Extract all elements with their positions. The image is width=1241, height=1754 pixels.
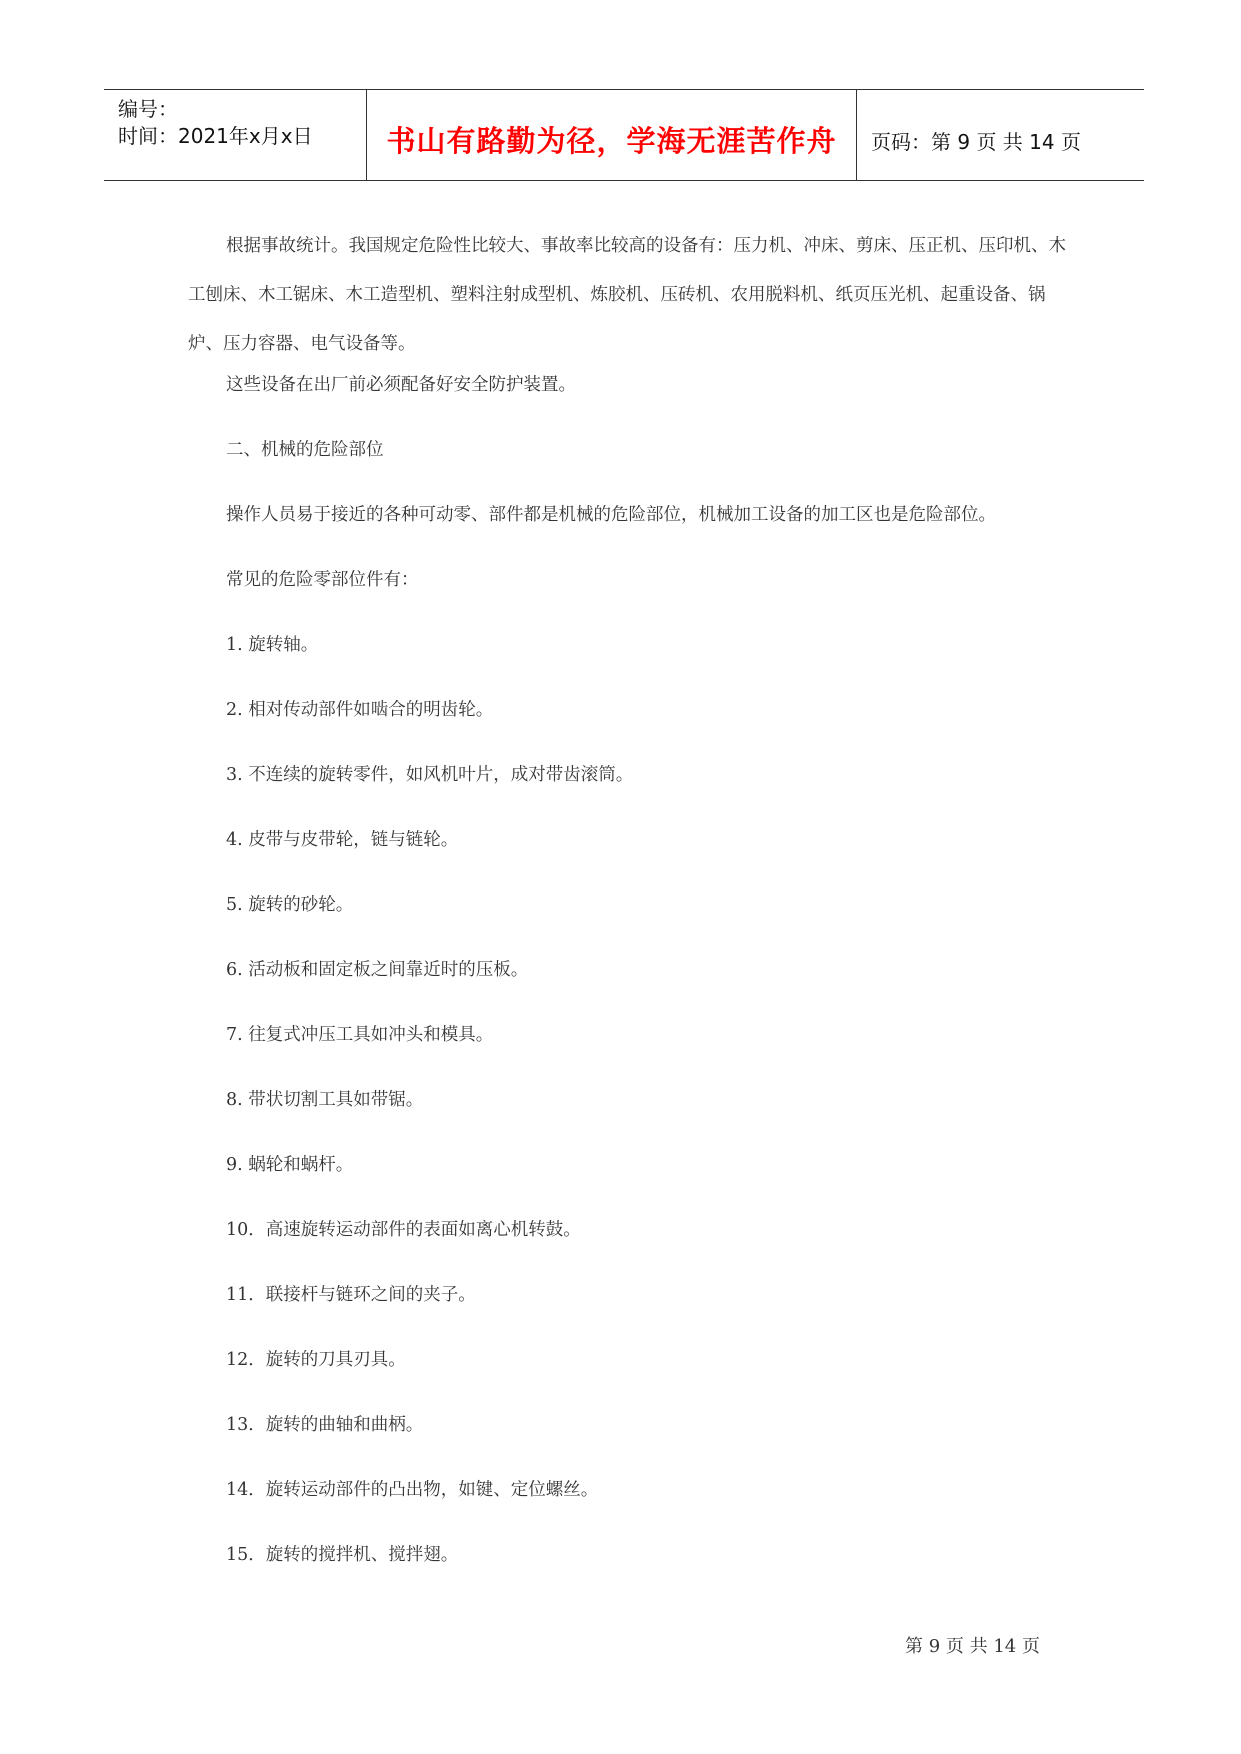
list-item: 12．旋转的刀具刃具。 <box>226 1350 406 1370</box>
list-item: 2. 相对传动部件如啮合的明齿轮。 <box>226 700 494 720</box>
document-number-label: 编号： <box>118 97 178 121</box>
document-header <box>104 89 1144 181</box>
list-item: 3. 不连续的旋转零件，如风机叶片，成对带齿滚筒。 <box>226 765 634 785</box>
list-item: 5. 旋转的砂轮。 <box>226 895 354 915</box>
list-item: 9. 蜗轮和蜗杆。 <box>226 1155 354 1175</box>
list-item: 4. 皮带与皮带轮，链与链轮。 <box>226 830 459 850</box>
header-page-info: 页码：第 9 页 共 14 页 <box>871 130 1081 154</box>
list-item: 14．旋转运动部件的凸出物，如键、定位螺丝。 <box>226 1480 599 1500</box>
intro-paragraph: 根据事故统计。我国规定危险性比较大、事故率比较高的设备有：压力机、冲床、剪床、压正机、压印机、木工刨床、木工锯床、木工造型机、塑料注射成型机、炼胶机、压砖机、农用脱料机、纸页压光机、起重设备、锅炉、压力容器、电气设备等。 <box>188 236 1066 354</box>
header-motto: 书山有路勤为径，学海无涯苦作舟 <box>386 123 837 158</box>
list-item: 1. 旋转轴。 <box>226 635 319 655</box>
body-line: 操作人员易于接近的各种可动零、部件都是机械的危险部位，机械加工设备的加工区也是危险部位。 <box>226 505 996 525</box>
list-item: 10．高速旋转运动部件的表面如离心机转鼓。 <box>226 1220 581 1240</box>
document-body <box>188 222 1068 1565</box>
list-item: 15．旋转的搅拌机、搅拌翅。 <box>226 1545 459 1565</box>
header-meta-cell <box>104 90 367 180</box>
header-motto-cell <box>367 90 857 180</box>
section-heading: 二、机械的危险部位 <box>226 440 384 460</box>
body-line: 这些设备在出厂前必须配备好安全防护装置。 <box>226 375 576 395</box>
list-item: 6. 活动板和固定板之间靠近时的压板。 <box>226 960 529 980</box>
list-item: 8. 带状切割工具如带锯。 <box>226 1090 424 1110</box>
document-time-label: 时间：2021年x月x日 <box>118 124 313 148</box>
list-item: 7. 往复式冲压工具如冲头和模具。 <box>226 1025 494 1045</box>
list-item: 11．联接杆与链环之间的夹子。 <box>226 1285 476 1305</box>
header-page-cell <box>857 90 1144 180</box>
list-item: 13．旋转的曲轴和曲柄。 <box>226 1415 424 1435</box>
body-line: 常见的危险零部位件有： <box>226 570 419 590</box>
page-footer: 第 9 页 共 14 页 <box>905 1636 1040 1657</box>
